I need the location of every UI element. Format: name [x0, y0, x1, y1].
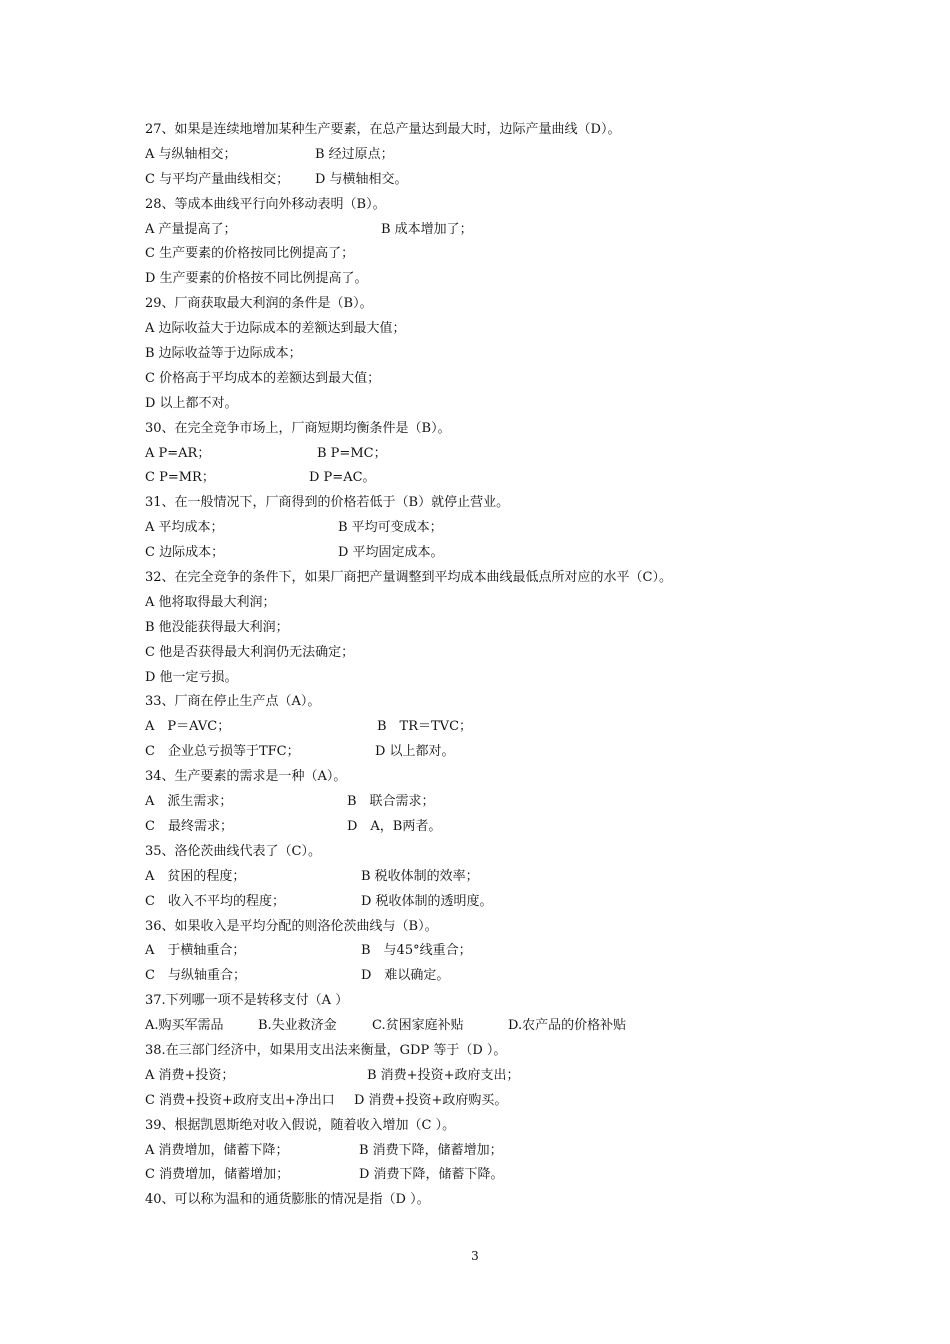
- text-line: [145, 193, 845, 218]
- text-line: [145, 417, 845, 442]
- text-line: [145, 267, 845, 292]
- line-text: A 平均成本；: [145, 520, 224, 536]
- line-text: C 消费增加，储蓄增加；: [145, 1167, 290, 1183]
- line-text: 34、生产要素的需求是一种（A）。: [145, 769, 347, 785]
- line-text: C 消费+投资+政府支出+净出口: [145, 1092, 335, 1108]
- text-line: [145, 491, 845, 516]
- line-text: 28、等成本曲线平行向外移动表明（B）。: [145, 196, 386, 212]
- line-text: A.购买军需品: [145, 1018, 224, 1034]
- option-text: C.贫困家庭补贴: [372, 1018, 464, 1034]
- option-text: D 平均固定成本。: [338, 545, 444, 561]
- text-line: [145, 666, 845, 691]
- line-text: C 收入不平均的程度；: [145, 893, 285, 909]
- text-line: [145, 541, 845, 566]
- line-text: 30、在完全竞争市场上，厂商短期均衡条件是（B）。: [145, 420, 451, 436]
- text-line: [145, 1039, 845, 1064]
- question-list: [145, 118, 845, 1213]
- option-text: B 消费下降，储蓄增加；: [359, 1142, 503, 1158]
- line-text: A 派生需求；: [145, 794, 233, 810]
- line-text: B 边际收益等于边际成本；: [145, 346, 302, 362]
- line-text: D 生产要素的价格按不同比例提高了。: [145, 271, 368, 287]
- line-text: A P＝AVC；: [145, 719, 231, 735]
- line-text: C P=MR；: [145, 470, 215, 486]
- text-line: [145, 317, 845, 342]
- text-line: [145, 815, 845, 840]
- text-line: [145, 690, 845, 715]
- option-text: D 税收体制的透明度。: [361, 893, 493, 909]
- text-line: [145, 890, 845, 915]
- text-line: [145, 1188, 845, 1213]
- text-line: [145, 740, 845, 765]
- option-text: B 经过原点；: [315, 146, 394, 162]
- text-line: [145, 218, 845, 243]
- line-text: 27、如果是连续地增加某种生产要素，在总产量达到最大时，边际产量曲线（D）。: [145, 122, 621, 137]
- text-line: [145, 168, 845, 193]
- line-text: 40、可以称为温和的通货膨胀的情况是指（D ）。: [145, 1192, 430, 1208]
- line-text: A 于横轴重合；: [145, 943, 246, 959]
- text-line: [145, 342, 845, 367]
- line-text: A 消费增加，储蓄下降；: [145, 1142, 289, 1158]
- option-text: D.农产品的价格补贴: [508, 1018, 627, 1034]
- line-text: 29、厂商获取最大利润的条件是（B）。: [145, 296, 373, 312]
- line-text: A 边际收益大于边际成本的差额达到最大值；: [145, 321, 406, 337]
- line-text: 39、根据凯恩斯绝对收入假说，随着收入增加（C ）。: [145, 1117, 456, 1133]
- line-text: A 消费+投资；: [145, 1067, 235, 1083]
- text-line: [145, 516, 845, 541]
- line-text: B 他没能获得最大利润；: [145, 619, 289, 635]
- line-text: C 企业总亏损等于TFC；: [145, 744, 300, 760]
- line-text: A 产量提高了；: [145, 221, 237, 237]
- text-line: [145, 442, 845, 467]
- option-text: B TR＝TVC；: [377, 719, 473, 735]
- text-line: [145, 840, 845, 865]
- text-line: [145, 591, 845, 616]
- text-line: [145, 367, 845, 392]
- line-text: C 最终需求；: [145, 818, 233, 834]
- line-text: 38.在三部门经济中，如果用支出法来衡量，GDP 等于（D ）。: [145, 1042, 507, 1058]
- line-text: D 以上都不对。: [145, 395, 238, 411]
- text-line: [145, 715, 845, 740]
- option-text: B.失业救济金: [258, 1018, 337, 1034]
- text-line: [145, 118, 845, 143]
- option-text: D 以上都对。: [375, 744, 455, 760]
- line-text: A 他将取得最大利润；: [145, 594, 276, 610]
- text-line: [145, 865, 845, 890]
- text-line: [145, 939, 845, 964]
- line-text: 31、在一般情况下，厂商得到的价格若低于（B）就停止营业。: [145, 495, 510, 511]
- text-line: [145, 1064, 845, 1089]
- line-text: C 生产要素的价格按同比例提高了；: [145, 246, 355, 262]
- line-text: D 他一定亏损。: [145, 669, 238, 685]
- line-text: 36、如果收入是平均分配的则洛伦茨曲线与（B）。: [145, 918, 438, 934]
- line-text: C 与平均产量曲线相交；: [145, 171, 290, 187]
- line-text: 33、厂商在停止生产点（A）。: [145, 694, 321, 710]
- text-line: [145, 765, 845, 790]
- text-line: [145, 1014, 845, 1039]
- text-line: [145, 790, 845, 815]
- option-text: B 平均可变成本；: [338, 520, 443, 536]
- line-text: 37.下列哪一项不是转移支付（A ）: [145, 993, 349, 1009]
- option-text: D 与横轴相交。: [315, 171, 408, 187]
- line-text: C 他是否获得最大利润仍无法确定；: [145, 644, 355, 660]
- option-text: B 成本增加了；: [381, 221, 473, 237]
- option-text: B 与45°线重合；: [361, 943, 472, 959]
- option-text: B 联合需求；: [347, 794, 435, 810]
- text-line: [145, 466, 845, 491]
- line-text: 35、洛伦茨曲线代表了（C）。: [145, 843, 321, 859]
- text-line: [145, 392, 845, 417]
- line-text: A 贫困的程度；: [145, 868, 246, 884]
- page-number: 3: [471, 1249, 479, 1263]
- option-text: D A，B两者。: [347, 818, 442, 834]
- text-line: [145, 616, 845, 641]
- option-text: B P=MC；: [317, 445, 387, 461]
- text-line: [145, 1139, 845, 1164]
- option-text: D 难以确定。: [361, 968, 450, 984]
- text-line: [145, 242, 845, 267]
- text-line: [145, 292, 845, 317]
- line-text: C 与纵轴重合；: [145, 968, 246, 984]
- text-line: [145, 1114, 845, 1139]
- option-text: D 消费下降，储蓄下降。: [359, 1167, 504, 1183]
- option-text: D P=AC。: [309, 470, 376, 486]
- text-line: [145, 566, 845, 591]
- line-text: C 价格高于平均成本的差额达到最大值；: [145, 370, 381, 386]
- line-text: A P=AR；: [145, 445, 211, 461]
- option-text: B 税收体制的效率；: [361, 868, 479, 884]
- text-line: [145, 143, 845, 168]
- text-line: [145, 641, 845, 666]
- text-line: [145, 989, 845, 1014]
- line-text: C 边际成本；: [145, 545, 225, 561]
- text-line: [145, 964, 845, 989]
- line-text: A 与纵轴相交；: [145, 146, 237, 162]
- text-line: [145, 1163, 845, 1188]
- text-line: [145, 1089, 845, 1114]
- option-text: B 消费+投资+政府支出；: [367, 1067, 520, 1083]
- option-text: D 消费+投资+政府购买。: [354, 1092, 508, 1108]
- line-text: 32、在完全竞争的条件下，如果厂商把产量调整到平均成本曲线最低点所对应的水平（C）。: [145, 570, 672, 586]
- text-line: [145, 915, 845, 940]
